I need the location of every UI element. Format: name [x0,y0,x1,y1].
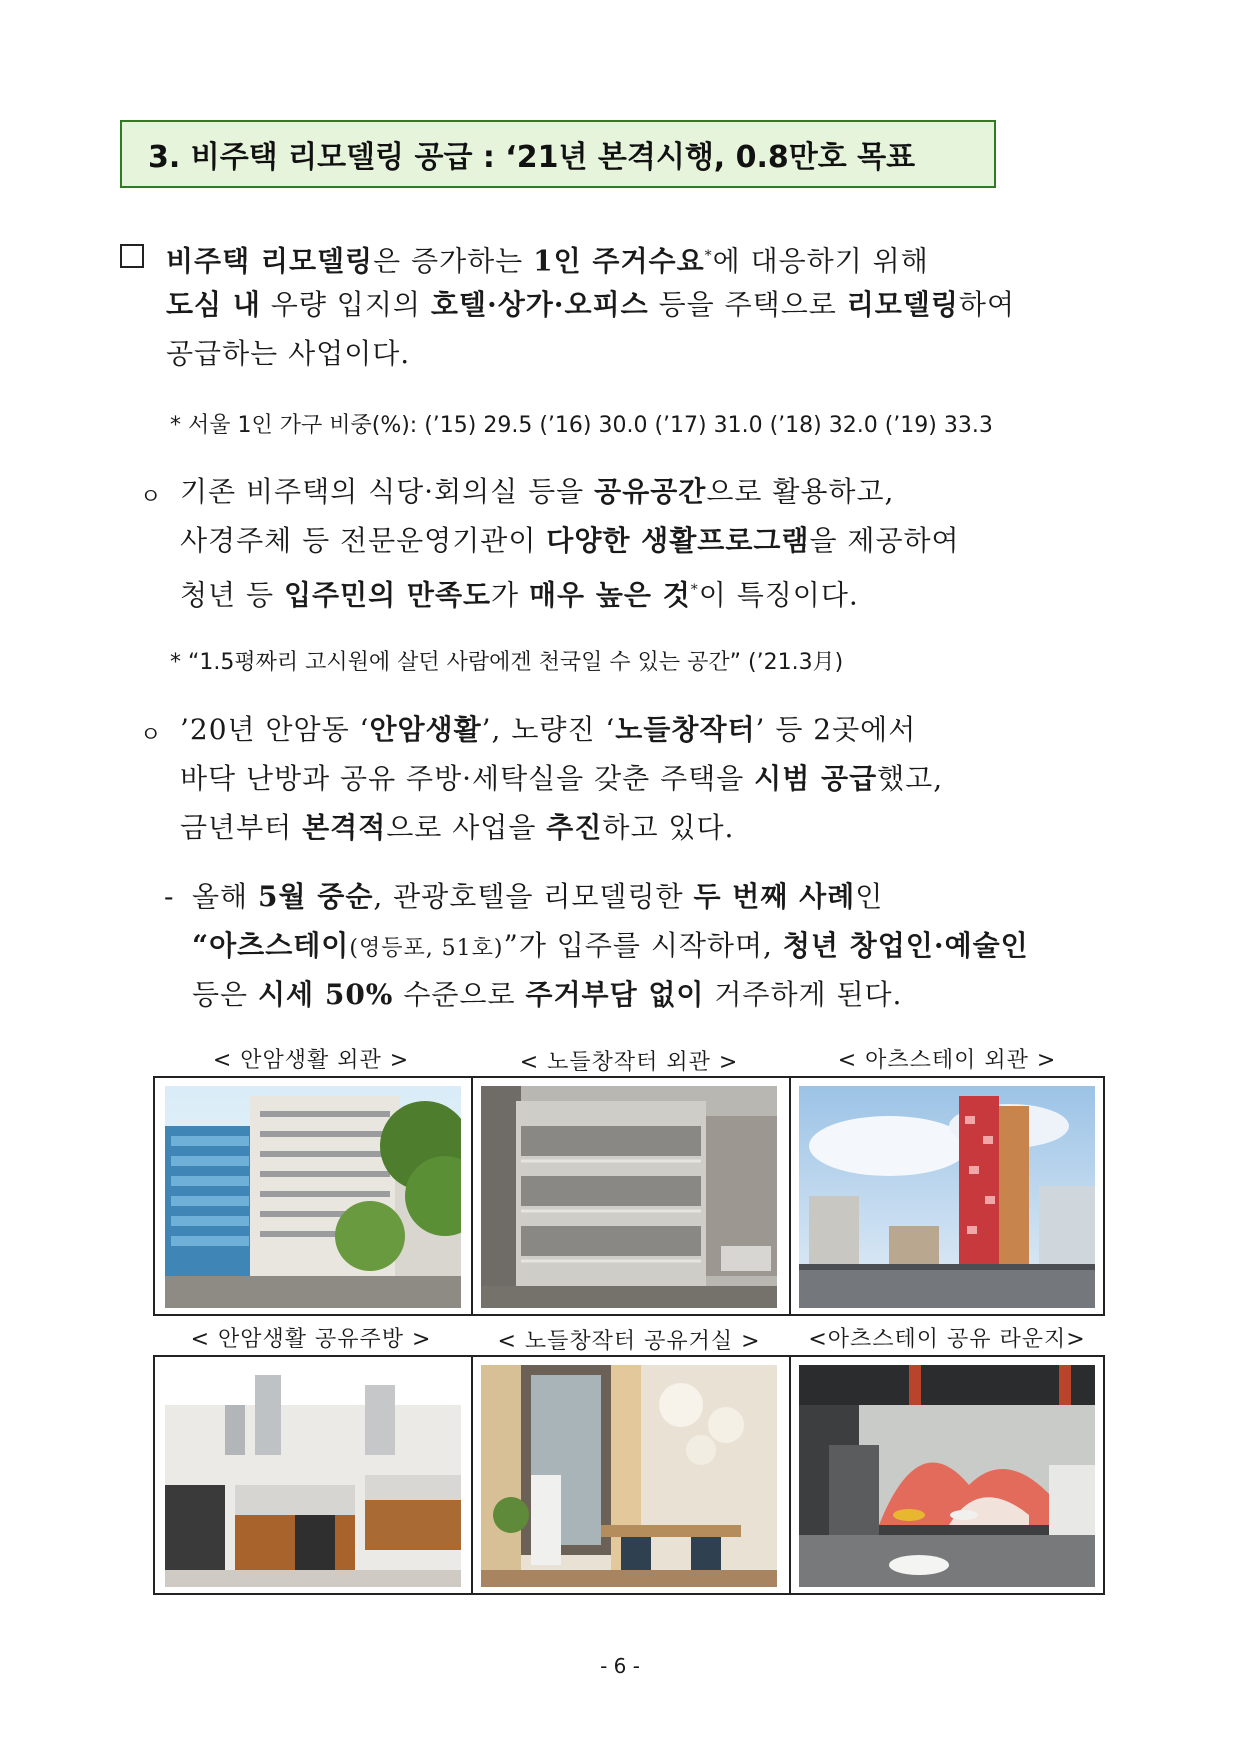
text-bold: 매우 높은 것 [529,578,691,612]
text-bold: 다양한 생활프로그램 [546,524,810,557]
text: ”가 입주를 시작하며, [503,929,783,962]
photo-cell [789,1078,1103,1314]
photo-cell [155,1078,473,1314]
text-bold: 청년 창업인·예술인 [782,929,1029,962]
nodeul-livingroom-photo [481,1365,777,1587]
page-number: - 6 - [600,1654,640,1678]
text: 금년부터 [180,811,303,844]
nodeul-exterior-photo [481,1086,777,1308]
bullet-marker: ㅇ [140,723,162,748]
text-bold: 도심 내 [166,288,261,321]
sub-dash: - [164,880,175,913]
checkbox-square-icon [120,244,144,268]
intro-line-1 [166,231,929,286]
text-bold: 두 번째 사례 [693,880,856,913]
text: 거주하게 된다. [704,978,903,1011]
text-bold: 공유공간 [594,475,707,508]
intro-line-2 [166,280,1015,330]
text: ’, 노량진 ‘ [481,713,616,746]
bullet-marker: ㅇ [140,485,162,510]
intro-footnote: * 서울 1인 가구 비중(%): (’15) 29.5 (’16) 30.0 (’17) 31.0 (’18) 32.0 (’19) 33.3 [170,413,993,438]
photo-grid-row-1 [153,1076,1105,1316]
bullet1-footnote: * “1.5평짜리 고시원에 살던 사람에겐 천국일 수 있는 공간” (’21.3月) [170,650,844,675]
bullet2-line-1 [180,705,916,755]
text: 올해 [192,880,258,913]
photo-cell [789,1357,1103,1593]
text-small: (영등포, 51호) [349,936,504,961]
section-title-box [120,120,996,188]
bullet2-line-2 [180,754,943,804]
text-bold: 추진 [546,811,603,844]
caption-artstay-exterior: < 아츠스테이 외관 > [837,1048,1057,1073]
bullet1-line-3 [180,565,859,620]
artstay-lounge-photo [799,1365,1095,1587]
text-bold: 5월 중순 [258,880,374,913]
text-bold: 1인 주거수요 [533,244,705,278]
text-bold: 안암생활 [369,713,482,746]
text: 은 증가하는 [373,244,534,278]
text: 에 대응하기 위해 [712,244,929,278]
sub-line-2 [192,921,1029,974]
text: 으로 활용하고, [706,475,895,508]
text: 청년 등 [180,578,284,612]
caption-anam-exterior: < 안암생활 외관 > [212,1048,410,1073]
text: 인 [855,880,884,913]
footnote-mark: * [704,248,713,264]
text: 바닥 난방과 공유 주방·세탁실을 갖춘 주택을 [180,762,755,795]
text-bold: 입주민의 만족도 [283,578,492,612]
text: 등을 주택으로 [648,288,847,321]
text-bold: 리모델링 [846,288,959,321]
text: ’20년 안암동 ‘ [180,713,370,746]
text: ’ 등 2곳에서 [755,713,917,746]
text: 이 특징이다. [698,578,859,612]
footnote-mark: * [690,582,699,598]
caption-anam-kitchen: < 안암생활 공유주방 > [190,1327,432,1352]
text: 을 제공하여 [809,524,960,557]
caption-nodeul-exterior: < 노들창작터 외관 > [519,1050,739,1075]
caption-nodeul-livingroom: < 노들창작터 공유거실 > [497,1329,761,1354]
text-bold: 시범 공급 [754,762,878,795]
sub-line-3 [192,970,902,1020]
text: 기존 비주택의 식당·회의실 등을 [180,475,595,508]
artstay-exterior-photo [799,1086,1095,1308]
photo-cell [471,1357,791,1593]
photo-cell [155,1357,473,1593]
text-bold: 호텔·상가·오피스 [430,288,649,321]
text: 사경주체 등 전문운영기관이 [180,524,547,557]
caption-artstay-lounge: <아츠스테이 공유 라운지> [808,1327,1086,1352]
text: 으로 사업을 [386,811,547,844]
anam-kitchen-photo [165,1365,461,1587]
bullet2-line-3 [180,803,734,853]
section-title: 3. 비주택 리모델링 공급 : ‘21년 본격시행, 0.8만호 목표 [148,140,916,175]
photo-grid-row-2 [153,1355,1105,1595]
text-bold: “아츠스테이 [192,929,350,962]
text-bold: 주거부담 없이 [525,978,705,1011]
text-bold: 시세 50% [258,978,394,1011]
text-bold: 본격적 [302,811,387,844]
text-bold: 비주택 리모델링 [166,244,374,278]
bullet1-line-2 [180,516,960,566]
text-bold: 노들창작터 [615,713,756,746]
text: 하여 [958,288,1016,321]
text: , 관광호텔을 리모델링한 [373,880,694,913]
intro-line-3: 공급하는 사업이다. [166,337,411,370]
text: 우량 입지의 [260,288,431,321]
anam-exterior-photo [165,1086,461,1308]
text: 하고 있다. [602,811,735,844]
text: 가 [491,578,529,612]
text: 했고, [877,762,944,795]
bullet1-line-1 [180,467,894,517]
photo-cell [471,1078,791,1314]
sub-line-1 [192,872,883,922]
text: 등은 [192,978,258,1011]
text: 수준으로 [393,978,526,1011]
